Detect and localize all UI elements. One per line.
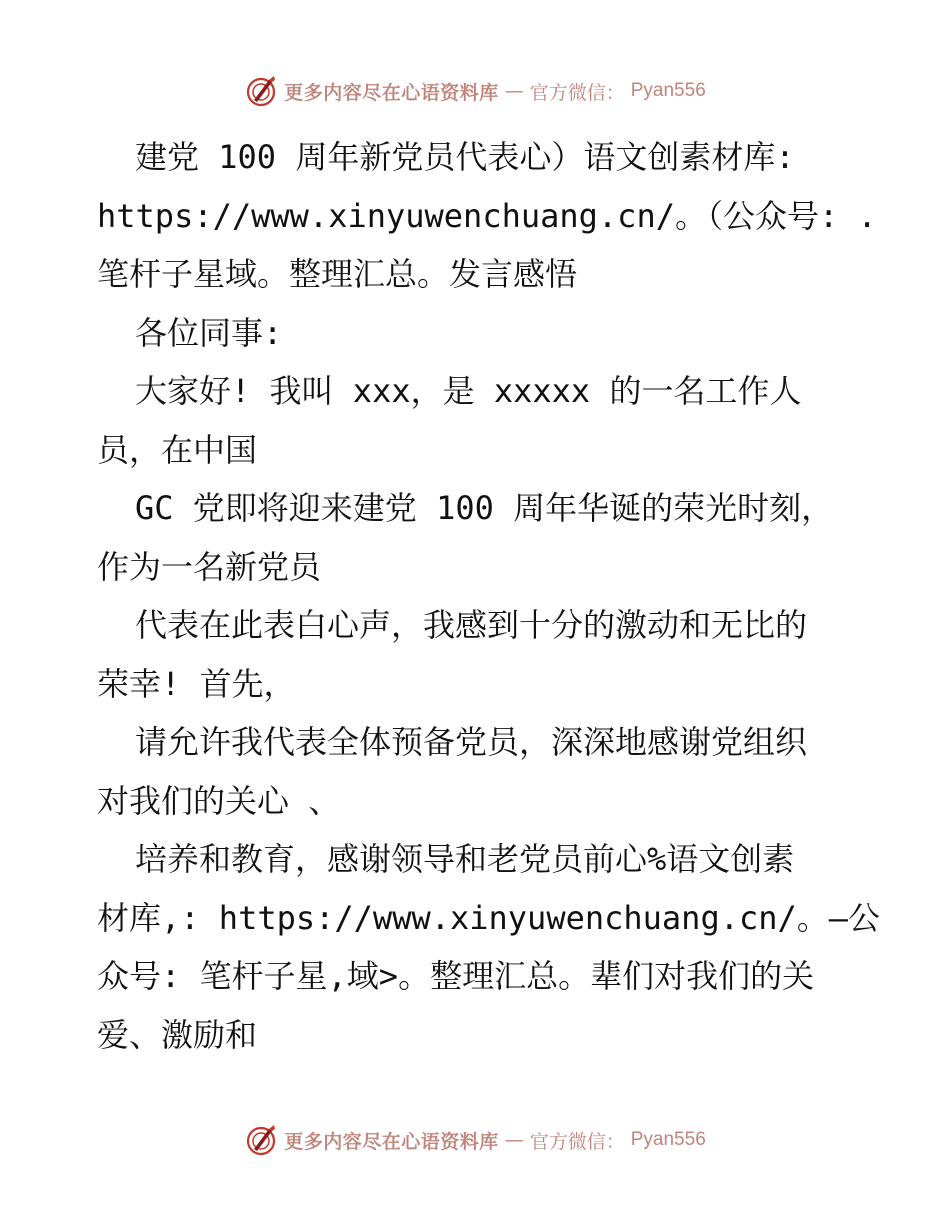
body-line: 各位同事: [135,313,283,352]
body-line: 笔杆子星域。整理汇总。发言感悟 [97,255,578,293]
brand-logo-icon [244,1123,278,1157]
header-dash: — [504,80,524,102]
body-line: 建党 100 周年新党员代表心）语文创素材库: [135,138,795,176]
body-line: https://www.xinyuwenchuang.cn/。（公众号: . [97,196,877,235]
body-line: 代表在此表白心声，我感到十分的激动和无比的 [135,606,808,644]
body-line: 对我们的关心 、 [97,781,341,820]
footer-brand-text: 更多内容尽在心语资料库 [284,1130,499,1153]
document-body [97,128,881,1064]
body-line: 培养和教育，感谢领导和老党员前心%语文创素 [135,840,795,878]
header-wechat-label: 官方微信： [529,81,625,104]
body-line: 众号: 笔杆子星,域>。整理汇总。辈们对我们的关 [97,957,815,995]
body-line: 员，在中国 [97,430,258,469]
body-line: 请允许我代表全体预备党员，深深地感谢党组织 [135,723,808,761]
footer-banner [0,1120,950,1160]
footer-wechat-label: 官方微信： [529,1130,625,1153]
body-line: 材库,: https://www.xinyuwenchuang.cn/。—公 [97,898,881,937]
brand-logo-icon [244,74,278,108]
body-line: 大家好! 我叫 xxx，是 xxxxx 的一名工作人 [135,372,802,410]
header-wechat-id: Pyan556 [630,80,706,101]
footer-wechat-id: Pyan556 [630,1129,706,1150]
body-line: 作为一名新党员 [97,547,322,586]
header-brand-text: 更多内容尽在心语资料库 [284,81,499,104]
footer-dash: — [504,1129,524,1151]
body-line: GC 党即将迎来建党 100 周年华诞的荣光时刻， [135,489,834,527]
body-line: 荣幸! 首先， [97,664,296,703]
body-line: 爱、激励和 [97,1015,258,1054]
header-banner [0,71,950,111]
